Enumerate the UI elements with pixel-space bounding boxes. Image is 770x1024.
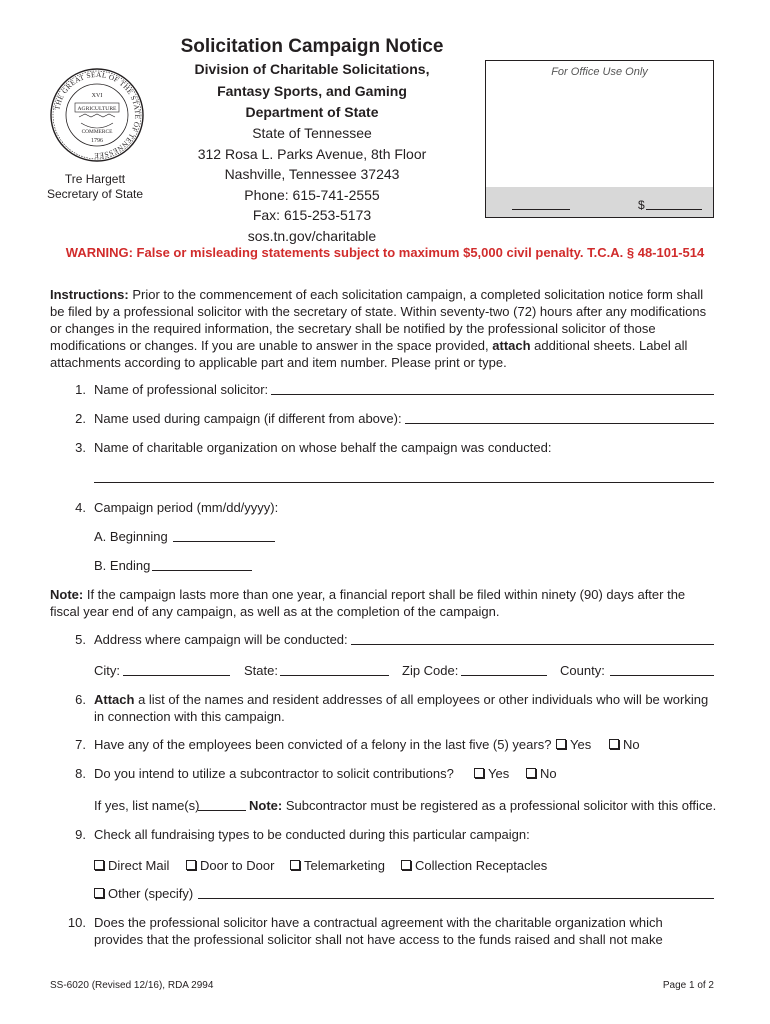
q5-city-label: City: — [94, 663, 120, 678]
warning-text: WARNING: False or misleading statements subject to maximum $5,000 civil penalty. T.C.A. § 48-101-514 — [65, 245, 705, 260]
q9-telemarketing-checkbox[interactable] — [290, 860, 300, 870]
q8-yes-label: Yes — [488, 766, 510, 781]
q3-label: Name of charitable organization on whose behalf the campaign was conducted: — [94, 440, 552, 455]
city-address: Nashville, Tennessee 37243 — [224, 166, 400, 182]
q4-number: 4. — [75, 500, 86, 515]
q9-direct-mail-option[interactable] — [94, 857, 169, 874]
phone: Phone: 615-741-2555 — [244, 187, 380, 203]
q4-ending-input-line[interactable] — [152, 570, 252, 571]
seal-commerce: COMMERCE — [81, 129, 113, 135]
street-address: 312 Rosa L. Parks Avenue, 8th Floor — [197, 146, 427, 162]
office-use-box — [485, 60, 714, 218]
q4-beginning-label: A. Beginning — [94, 529, 168, 544]
seal-ring-text: THE GREAT SEAL OF THE STATE OF TENNESSEE — [53, 70, 142, 160]
seal-numeral: XVI — [91, 93, 103, 99]
q8-no-option[interactable] — [526, 765, 557, 782]
q2-input-line[interactable] — [405, 423, 714, 424]
note-label: Note: — [50, 587, 84, 602]
q4-beginning-input-line[interactable] — [173, 541, 275, 542]
q1-input-line[interactable] — [271, 394, 714, 395]
q9-other-option[interactable] — [94, 885, 193, 902]
q5-state-label: State: — [244, 663, 278, 678]
instructions-text-a: Prior to the commencement of each solicitation campaign, a completed solicitation notice form shall be filed by a professional solicitor with the secretary of state. Within seventy-two (72) hours after any modifications or changes in the required information, the secretary shall be notified by the professional solicitor of those modifications or changes. If you are unable to answer in the space provided, — [50, 287, 707, 353]
fax: Fax: 615-253-5173 — [252, 207, 372, 223]
q5-county-input-line[interactable] — [610, 675, 714, 676]
q3-input-line[interactable] — [94, 482, 714, 483]
q7-yes-label: Yes — [570, 737, 592, 752]
q9-other-label: Other (specify) — [108, 886, 194, 901]
form-title: Solicitation Campaign Notice — [180, 36, 444, 57]
q4-ending-label: B. Ending — [94, 558, 151, 573]
q7-label: Have any of the employees been convicted of a felony in the last five (5) years? — [94, 737, 552, 752]
q8-no-checkbox[interactable] — [526, 768, 536, 778]
office-amount-line — [646, 209, 702, 210]
q9-door-to-door-option[interactable] — [186, 857, 274, 874]
q5-address-input-line[interactable] — [351, 644, 714, 645]
q1-label: Name of professional solicitor: — [94, 382, 269, 397]
q9-telemarketing-label: Telemarketing — [304, 858, 385, 873]
website: sos.tn.gov/charitable — [247, 228, 377, 244]
division-line-2: Fantasy Sports, and Gaming — [217, 83, 407, 99]
note-paragraph — [50, 586, 718, 620]
q10-text: Does the professional solicitor have a contractual agreement with the charitable organization which provides that the professional solicitor shall not have access to the funds raised and shall not make — [94, 915, 663, 947]
q2-label: Name used during campaign (if different from above): — [94, 411, 402, 426]
q8-no-label: No — [540, 766, 557, 781]
q9-collection-receptacles-checkbox[interactable] — [401, 860, 411, 870]
q9-other-input-line[interactable] — [198, 898, 714, 899]
q8-note-text: Subcontractor must be registered as a professional solicitor with this office. — [282, 798, 717, 813]
q1-number: 1. — [75, 382, 86, 397]
q7-number: 7. — [75, 737, 86, 752]
q8-yes-checkbox[interactable] — [474, 768, 484, 778]
office-use-label: For Office Use Only — [551, 66, 648, 78]
q7-yes-checkbox[interactable] — [556, 739, 566, 749]
note-text: If the campaign lasts more than one year, a financial report shall be filed within ninety (90) days after the fiscal year end of any campaign, as well as at the completion of the campaign. — [50, 587, 686, 619]
q9-collection-receptacles-label: Collection Receptacles — [415, 858, 548, 873]
signatory-name: Tre Hargett — [64, 172, 126, 186]
form-id: SS-6020 (Revised 12/16), RDA 2994 — [50, 980, 214, 991]
q5-county-label: County: — [560, 663, 605, 678]
q8-label: Do you intend to utilize a subcontractor to solicit contributions? — [94, 766, 454, 781]
q6-text — [94, 691, 718, 725]
q9-direct-mail-label: Direct Mail — [108, 858, 170, 873]
q8-note-label: Note: — [249, 798, 283, 813]
instructions-paragraph — [50, 286, 718, 371]
q7-no-option[interactable] — [609, 736, 640, 753]
q6-body: a list of the names and resident addresses of all employees or other individuals who will be working in connection with this campaign. — [94, 692, 709, 724]
q6-attach: Attach — [94, 692, 135, 707]
q9-door-to-door-label: Door to Door — [200, 858, 275, 873]
q9-telemarketing-option[interactable] — [290, 857, 385, 874]
instructions-attach: attach — [492, 338, 531, 353]
q6-number: 6. — [75, 692, 86, 707]
q9-other-checkbox[interactable] — [94, 888, 104, 898]
q8-list-label: If yes, list name(s) — [94, 798, 200, 813]
office-dollar-sign: $ — [638, 198, 645, 212]
division-line-1: Division of Charitable Solicitations, — [194, 61, 430, 77]
q4-label: Campaign period (mm/dd/yyyy): — [94, 500, 279, 515]
q7-no-checkbox[interactable] — [609, 739, 619, 749]
state-seal-icon — [49, 67, 145, 163]
q10-number: 10. — [67, 915, 86, 930]
department: Department of State — [245, 104, 379, 120]
q9-direct-mail-checkbox[interactable] — [94, 860, 104, 870]
office-use-shade — [486, 187, 713, 217]
instructions-label: Instructions: — [50, 287, 129, 302]
state-name: State of Tennessee — [252, 125, 372, 141]
q5-label: Address where campaign will be conducted: — [94, 632, 348, 647]
signatory-title: Secretary of State — [46, 187, 144, 201]
office-date-line — [512, 209, 570, 210]
seal-year: 1796 — [91, 138, 103, 144]
q9-door-to-door-checkbox[interactable] — [186, 860, 196, 870]
q7-no-label: No — [623, 737, 640, 752]
q5-zip-label: Zip Code: — [402, 663, 459, 678]
seal-agriculture: AGRICULTURE — [77, 106, 117, 112]
q3-number: 3. — [75, 440, 86, 455]
q8-note — [249, 797, 716, 814]
instructions-text-b: additional sheets. Label all attachments according to applicable part and item number. Please print or type. — [50, 338, 688, 370]
q8-yes-option[interactable] — [474, 765, 509, 782]
q8-number: 8. — [75, 766, 86, 781]
q5-zip-input-line[interactable] — [461, 675, 547, 676]
q7-yes-option[interactable] — [556, 736, 591, 753]
page-number: Page 1 of 2 — [662, 980, 714, 991]
q9-label: Check all fundraising types to be conducted during this particular campaign: — [94, 827, 530, 842]
q9-number: 9. — [75, 827, 86, 842]
q5-city-input-line[interactable] — [123, 675, 230, 676]
q5-state-input-line[interactable] — [280, 675, 389, 676]
q8-list-input-line[interactable] — [198, 810, 246, 811]
q9-collection-receptacles-option[interactable] — [401, 857, 547, 874]
q5-number: 5. — [75, 632, 86, 647]
q2-number: 2. — [75, 411, 86, 426]
